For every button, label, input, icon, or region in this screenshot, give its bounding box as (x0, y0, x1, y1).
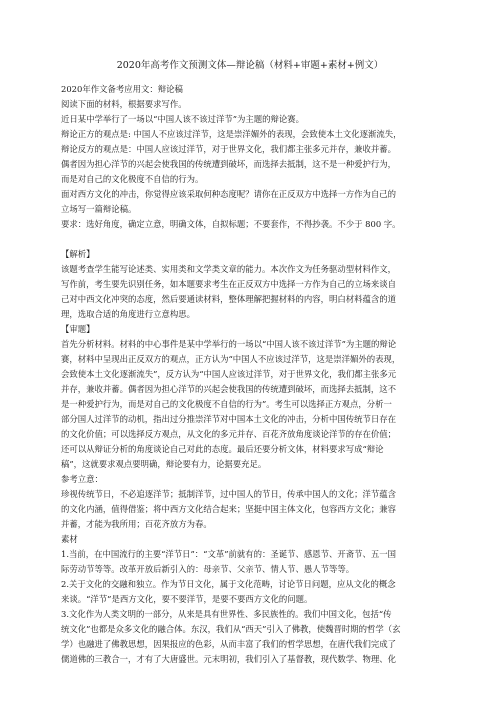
document-body (61, 82, 451, 667)
text-line: 面对西方文化的冲击，你觉得应该采取何种态度呢？请你在正反双方中选择一方作为自己的 (61, 189, 396, 199)
text-line: 该题考查学生能写论述类、实用类和文学类文章的能力。本次作文为任务驱动型材料作文， (61, 264, 396, 274)
text-line: 部分国人过洋节的动机，指出过分推崇洋节对中国本土文化的冲击，分析中国传统节日存在 (61, 414, 396, 424)
text-line: 【解析】 (61, 249, 95, 259)
text-line: 己对中西文化冲突的态度，然后要通读材料，整体理解把握材料的内容，明白材料蕴含的道 (61, 294, 396, 304)
text-line: 写作前，考生要先识别任务，如本题要求考生在正反双方中选择一方作为自己的立场来谈自 (61, 279, 396, 289)
text-line: 【审题】 (61, 324, 95, 334)
text-line: 参考立意： (61, 474, 103, 484)
text-line: 儒道佛的三教合一，才有了大唐盛世。元末明初，我们引入了基督教，现代数学、物理、化 (61, 654, 396, 664)
text-line: 学）也融进了佛教思想，因果报应的色彩，从而丰富了我们的哲学思想，在唐代我们完成了 (61, 639, 396, 649)
text-line: 偶者因为担心洋节的兴起会使我国的传统遭到破坏，而选择去抵制，这不是一种爱护行为， (61, 159, 396, 169)
text-line: 的文化价值；可以选择反方观点，从文化的多元并存、百花齐放角度谈论洋节的存在价值； (61, 429, 396, 439)
text-line: 近日某中学举行了一场以“中国人该不该过洋节”为主题的辩论赛。 (61, 114, 305, 124)
text-line: 统文化”也都是众多文化的融合体。东汉，我们从“西天”引入了佛教，使魏晋时期的哲学（玄 (61, 624, 401, 634)
text-line: 并存，兼收并蓄。偶者因为担心洋节的兴起会使我国的传统遭到破坏，而选择去抵制，这不 (61, 384, 396, 394)
text-line: 的文化内涵，值得借鉴；将中西方文化结合起来；坚挺中国主体文化，包容西方文化；兼容 (61, 504, 396, 514)
text-line: 素材 (61, 534, 78, 544)
text-line: 来谈。“洋节”是西方文化，要不要洋节，是要不要西方文化的问题。 (61, 594, 313, 604)
text-line: 辩论反方的观点是：中国人应该过洋节，对于世界文化，我们都主张多元并存，兼收并蓄。 (61, 144, 396, 154)
text-line: 辩论正方的观点是: 中国人不应该过洋节，这是崇洋媚外的表现，会致使本土文化逐渐流失， (61, 129, 402, 139)
text-line: 3.文化作为人类文明的一部分，从来是具有世界性、多民族性的。我们中国文化，包括“传 (61, 609, 392, 619)
text-line: 珍视传统节日，不必追逐洋节；抵制洋节，过中国人的节日，传承中国人的文化；洋节蕴含 (61, 489, 396, 499)
text-line: 并蓄，才能为我所用；百花齐放方为春。 (61, 519, 212, 529)
text-line: 理，选取合适的角度进行立意构思。 (61, 309, 195, 319)
text-line: 2020年作文备考应用文：辩论稿 (61, 84, 183, 94)
text-line: 首先分析材料。材料的中心事件是某中学举行的一场以“中国人该不该过洋节”为主题的辩论 (61, 339, 397, 349)
text-line: 而是对自己的文化极度不自信的行为。 (61, 174, 204, 184)
text-line: 2.关于文化的交融和独立。作为节日文化，属于文化范畴，讨论节日问题，应从文化的概念 (61, 579, 396, 589)
text-line: 1.当前，在中国流行的主要“洋节日”：“文革”前就有的：圣诞节、感恩节、开斋节、五一国 (61, 549, 396, 559)
text-line: 赛，材料中呈现出正反双方的观点，正方认为“中国人不应该过洋节，这是崇洋媚外的表现， (61, 354, 401, 364)
text-line: 际劳动节等等。改革开放后新引入的：母亲节、父亲节、情人节、愚人节等等。 (61, 564, 355, 574)
text-line: 立场写一篇辩论稿。 (61, 204, 137, 214)
document-title: 2020年高考作文预测文体—辩论稿（材料+审题+素材+例文） (116, 60, 384, 71)
text-line: 会致使本土文化逐渐流失”，反方认为“中国人应该过洋节，对于世界文化，我们都主张多元 (61, 369, 397, 379)
text-line: 是一种爱护行为，而是对自己的文化极度不自信的行为”。考生可以选择正方观点，分析一 (61, 399, 392, 409)
text-line: 还可以从辩证分析的角度谈论自己对此的态度。最后还要分析文体，材料要求写成“辩论 (61, 444, 384, 454)
text-line: 阅读下面的材料，根据要求写作。 (61, 99, 187, 109)
text-line: 稿”，这就要求观点要明确，辩论要有力，论据要充足。 (61, 459, 267, 469)
paragraph-gap (61, 232, 451, 247)
text-line: 要求：选好角度，确定立意，明确文体，自拟标题；不要套作，不得抄袭。不少于 800 字。 (61, 219, 401, 229)
